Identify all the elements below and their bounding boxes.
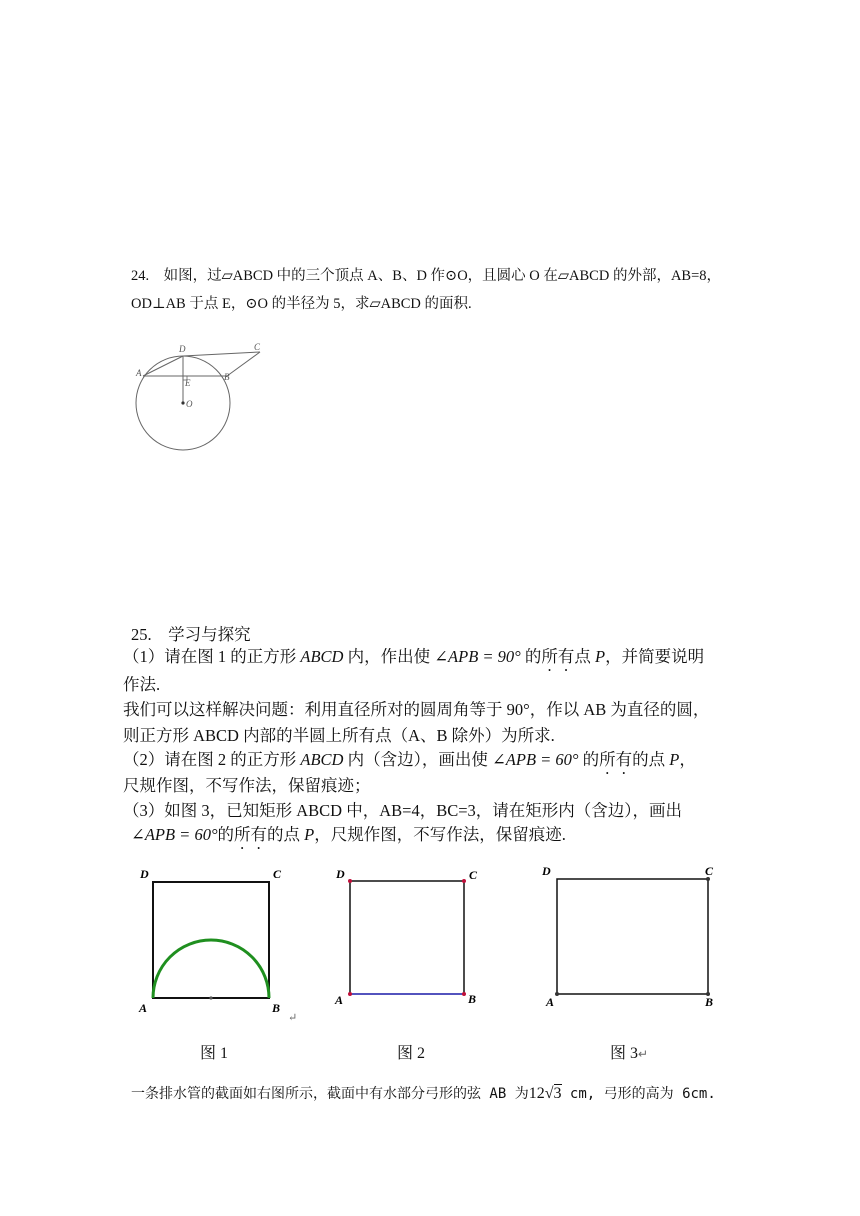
point-d: [348, 879, 352, 883]
q24-figure: [125, 335, 285, 460]
fig1-label-c: C: [273, 867, 282, 881]
label-a: A: [136, 368, 142, 378]
label-e: E: [185, 378, 191, 388]
figure-2-caption: 图 2: [397, 1045, 426, 1062]
point-c: [462, 879, 466, 883]
drain-pipe-problem-line: 一条排水管的截面如右图所示，截面中有水部分弓形的弦 AB 为12√3 cm, 弓形的高为 6cm.: [131, 1085, 716, 1102]
fig2-label-c: C: [469, 868, 478, 882]
fig1-label-d: D: [140, 867, 149, 881]
fig3-label-a: A: [546, 995, 555, 1009]
label-c: C: [254, 342, 261, 352]
midpoint: [209, 996, 212, 999]
figure-1-caption: 图 1: [200, 1045, 229, 1062]
label-o: O: [186, 399, 193, 409]
fig2-label-a: A: [335, 993, 344, 1007]
radical-sign: √: [544, 1085, 554, 1102]
label-b: B: [224, 372, 230, 382]
q25-part2-line2: 尺规作图，不写作法，保留痕迹；: [123, 776, 371, 795]
center-point-o: [181, 401, 184, 404]
segment-ad: [143, 356, 183, 376]
point-b: [462, 992, 466, 996]
point-a: [555, 992, 559, 996]
q24-line-2: OD⊥AB 于点 E，⊙O 的半径为 5，求▱ABCD 的面积.: [131, 296, 472, 312]
q25-part1-line2: 作法.: [123, 675, 161, 694]
fig1-label-b: B: [272, 1001, 281, 1015]
fig1-label-a: A: [139, 1001, 148, 1015]
fig3-label-d: D: [542, 864, 551, 878]
fig2-label-d: D: [336, 867, 345, 881]
fig3-label-c: C: [705, 864, 714, 878]
figure-1: [130, 860, 310, 1030]
label-d: D: [179, 344, 186, 354]
figure-2: [328, 860, 498, 1030]
figure-3: [530, 855, 730, 1030]
q25-title: 25. 学习与探究: [131, 625, 251, 644]
semicircle-arc: [153, 940, 269, 998]
segment-bc: [227, 352, 260, 376]
q25-part2-line1: （2）请在图 2 的正方形 ABCD 内（含边），画出使 ∠APB = 60° 的所有的点 P，: [123, 750, 696, 769]
q25-solution-line2: 则正方形 ABCD 内部的半圆上所有点（A、B 除外）为所求.: [123, 726, 555, 745]
q25-part3-line2: ∠APB = 60°的所有的点 P，尺规作图，不写作法，保留痕迹.: [131, 825, 566, 844]
fig2-label-b: B: [468, 992, 477, 1006]
figure-3-caption: 图 3↵: [610, 1045, 649, 1062]
segment-dc: [183, 352, 260, 356]
q24-line-1: 24. 如图，过▱ABCD 中的三个顶点 A、B、D 作⊙O，且圆心 O 在▱ABCD 的外部，AB=8，: [131, 268, 722, 284]
q25-part1-line1: （1）请在图 1 的正方形 ABCD 内，作出使 ∠APB = 90° 的所有点 P，并简要说明: [123, 647, 705, 666]
q25-part3-line1: （3）如图 3，已知矩形 ABCD 中，AB=4，BC=3，请在矩形内（含边），画出: [123, 801, 683, 820]
fig3-label-b: B: [705, 995, 714, 1009]
rectangle-abcd: [557, 879, 708, 994]
point-a: [348, 992, 352, 996]
return-mark: ↵: [288, 1012, 298, 1024]
q25-solution-line1: 我们可以这样解决问题：利用直径所对的圆周角等于 90°，作以 AB 为直径的圆，: [123, 700, 710, 719]
